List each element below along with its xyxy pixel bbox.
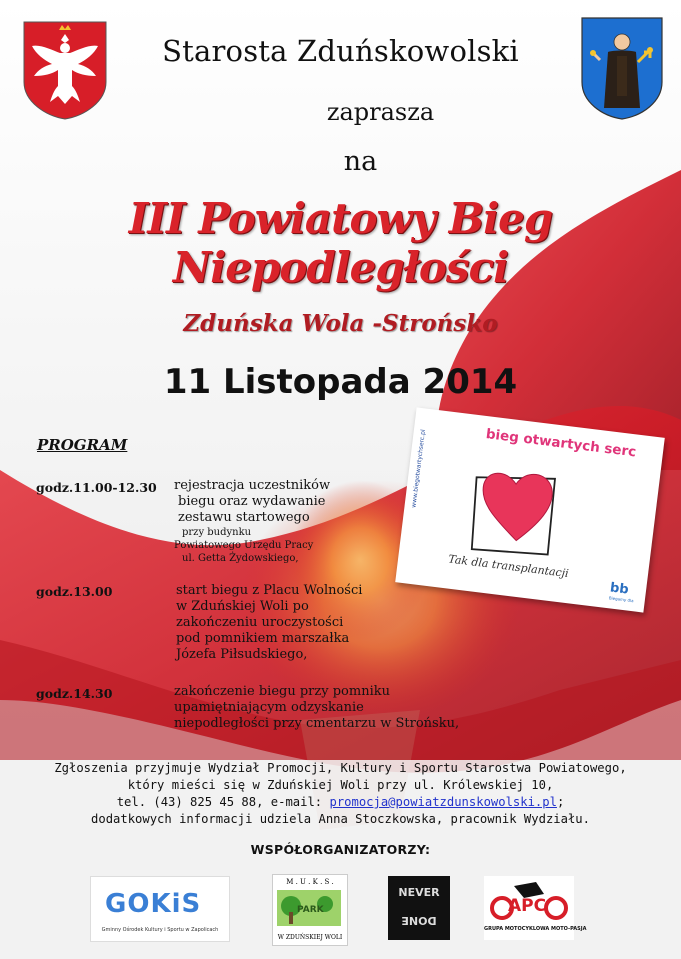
program-line: start biegu z Placu Wolności [176, 583, 363, 598]
program-line-small: przy budynku [182, 527, 252, 538]
registration-info [0, 760, 681, 828]
contact-phone: tel. (43) 825 45 88, e-mail: [116, 795, 330, 809]
program-time: godz.11.00-12.30 [36, 480, 157, 495]
program-line: Józefa Piłsudskiego, [176, 647, 308, 662]
program-line: upamiętniającym odzyskanie [174, 700, 364, 715]
card-url: www.biegotwartychserc.pl [410, 429, 427, 509]
gokis-logo [90, 876, 230, 942]
card-title: bieg otwartych serc [484, 426, 637, 461]
program-line-small: Powiatowego Urzędu Pracy [174, 540, 314, 551]
program-time: godz.14.30 [36, 686, 113, 701]
footer-line: Zgłoszenia przyjmuje Wydział Promocji, Kultury i Sportu Starostwa Powiatowego, [54, 761, 627, 775]
host-name: Starosta Zduńskowolski [162, 34, 519, 68]
program-line: zakończeniu uroczystości [176, 615, 344, 630]
muks-top: M . U . K . S . [286, 878, 334, 886]
program-item-description [176, 583, 362, 663]
coorganizers-heading: WSPÓŁORGANIZATORZY: [250, 842, 431, 857]
muks-park-logo [272, 874, 348, 946]
program-line: pod pomnikiem marszałka [176, 631, 350, 646]
program-line-small: ul. Getta Żydowskiego, [182, 553, 299, 564]
heart-icon [459, 448, 581, 565]
program-time: godz.13.00 [36, 584, 113, 599]
program-line: w Zduńskiej Woli po [176, 599, 309, 614]
bb-logo-text: bb [609, 580, 630, 598]
apc-moto-logo [484, 876, 587, 940]
event-place: Zduńska Wola -Strońsko [183, 310, 498, 337]
program-line: rejestracja uczestników [174, 478, 331, 493]
done-text: DONE [401, 914, 437, 927]
bb-logo [609, 580, 637, 603]
program-line: niepodległości przy cmentarzu w Strońsku, [174, 716, 460, 731]
event-date: 11 Listopada 2014 [163, 362, 518, 402]
apc-name: APC [508, 896, 547, 916]
muks-bottom: W ZDUŃSKIEJ WOLI [277, 934, 343, 941]
event-title: III Powiatowy Bieg Niepodległości [128, 194, 553, 292]
footer-contact-line [0, 794, 681, 811]
contact-suffix: ; [556, 795, 565, 809]
bb-logo-sub: Biegamy dla [608, 595, 634, 604]
apc-sub: GRUPA MOTOCYKLOWA MOTO-PASJA [484, 926, 587, 932]
program-item-description [174, 684, 459, 732]
footer-line: który mieści się w Zduńskiej Woli przy ul. Królewskiej 10, [127, 778, 554, 792]
to-text: na [343, 146, 378, 177]
gokis-name: GOKiS [105, 889, 202, 919]
invite-text: zaprasza [326, 98, 435, 126]
never-done-logo [388, 876, 450, 940]
program-heading: PROGRAM [37, 436, 128, 454]
never-text: NEVER [398, 886, 440, 899]
program-line: zestawu startowego [178, 510, 310, 525]
gokis-sub: Gminny Ośrodek Kultury i Sportu w Zapolicach [101, 927, 219, 933]
card-tagline: Tak dla transplantacji [447, 552, 570, 581]
program-item-description [174, 478, 330, 565]
bieg-otwartych-serc-card [395, 407, 665, 612]
muks-park-text: PARK [297, 905, 324, 915]
footer-line: dodatkowych informacji udziela Anna Stoczkowska, pracownik Wydziału. [91, 812, 590, 826]
email-link[interactable]: promocja@powiatzdunskowolski.pl [329, 795, 557, 809]
program-line: biegu oraz wydawanie [178, 494, 326, 509]
program-line: zakończenie biegu przy pomniku [174, 684, 390, 699]
